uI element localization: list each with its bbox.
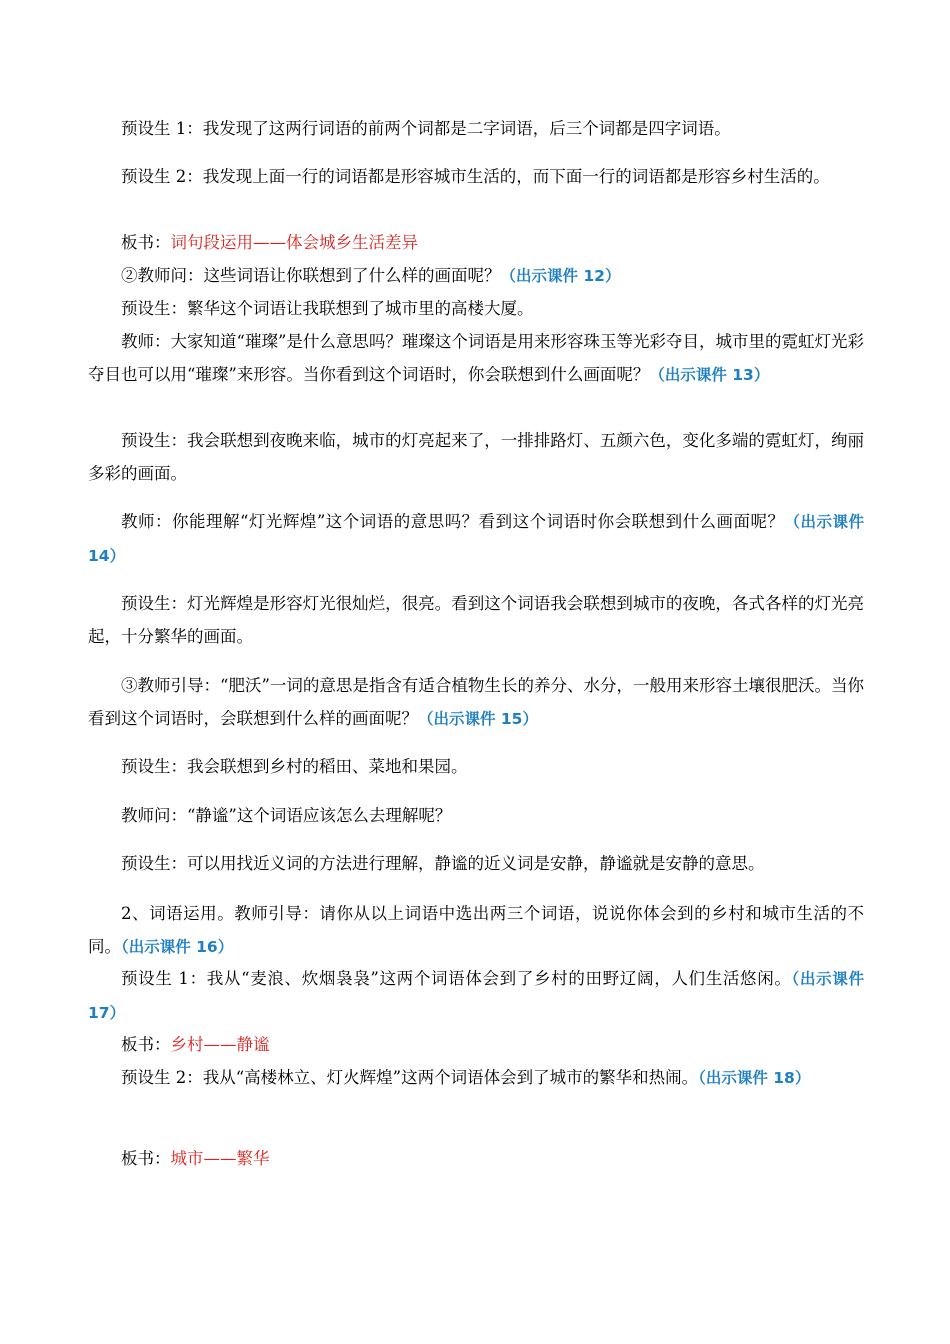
paragraph-preset-student-jingmi: [88, 847, 864, 880]
paragraph-text: 教师问：“静谧”这个词语应该怎么去理解呢？: [121, 806, 452, 825]
slide-reference: （出示课件 17）: [88, 970, 864, 1022]
paragraph-text: 预设生 2：我发现上面一行的词语都是形容城市生活的，而下面一行的词语都是形容乡村生活的。: [121, 167, 830, 186]
paragraph-preset-student-denguang: [88, 587, 864, 653]
paragraph-teacher-denguang: [88, 505, 864, 573]
paragraph-text: 预设生 1：我从“麦浪、炊烟袅袅”这两个词语体会到了乡村的田野辽阔，人们生活悠闲。: [121, 969, 792, 988]
slide-reference: （出示课件 12）: [500, 267, 621, 285]
blackboard-label: 板书：: [121, 233, 171, 252]
blackboard-note-village: [88, 1028, 864, 1061]
paragraph-preset-student-1-village: [88, 962, 864, 1030]
paragraph-text: 预设生 1：我发现了这两行词语的前两个词都是二字词语，后三个词都是四字词语。: [121, 119, 731, 138]
blackboard-content: 乡村——静谧: [170, 1035, 270, 1054]
paragraph-text: 预设生：我会联想到乡村的稻田、菜地和果园。: [121, 757, 468, 776]
paragraph-word-usage: [88, 897, 864, 964]
paragraph-preset-student-fanhua: [88, 292, 864, 325]
paragraph-preset-student-village: [88, 750, 864, 783]
blackboard-label: 板书：: [121, 1035, 171, 1054]
paragraph-teacher-jingmi: [88, 799, 864, 832]
blackboard-content: 词句段运用——体会城乡生活差异: [170, 233, 418, 252]
paragraph-teacher-feiwo: [88, 669, 864, 736]
blackboard-note-1: [88, 226, 864, 259]
paragraph-teacher-question-2: [88, 259, 864, 293]
blackboard-note-city: [88, 1142, 864, 1175]
paragraph-text: 预设生：我会联想到夜晚来临，城市的灯亮起来了，一排排路灯、五颜六色，变化多端的霓虹灯，绚丽多彩的画面。: [88, 431, 864, 483]
paragraph-preset-student-2-city: [88, 1061, 864, 1095]
paragraph-text: 预设生：灯光辉煌是形容灯光很灿烂，很亮。看到这个词语我会联想到城市的夜晚，各式各样的灯光亮起，十分繁华的画面。: [88, 594, 864, 646]
paragraph-text: 教师：你能理解“灯光辉煌”这个词语的意思吗？看到这个词语时你会联想到什么画面呢？: [121, 512, 785, 531]
paragraph-preset-student-2: [88, 160, 864, 193]
paragraph-text: ②教师问：这些词语让你联想到了什么样的画面呢？: [121, 266, 501, 285]
slide-reference: （出示课件 13）: [649, 366, 770, 384]
paragraph-text: 2、词语运用。教师引导：请你从以上词语中选出两三个词语，说说你体会到的乡村和城市生活的不同。: [88, 904, 864, 956]
paragraph-text: 预设生 2：我从“高楼林立、灯火辉煌”这两个词语体会到了城市的繁华和热闹。: [121, 1068, 699, 1087]
paragraph-preset-student-1: [88, 112, 864, 145]
slide-reference: （出示课件 15）: [418, 710, 538, 728]
paragraph-text: 预设生：繁华这个词语让我联想到了城市里的高楼大厦。: [121, 299, 534, 318]
slide-reference: （出示课件 16）: [121, 938, 234, 956]
paragraph-teacher-cuican: [88, 325, 864, 392]
slide-reference: （出示课件 18）: [698, 1069, 811, 1087]
blackboard-content: 城市——繁华: [170, 1149, 270, 1168]
paragraph-text: 预设生：可以用找近义词的方法进行理解，静谧的近义词是安静，静谧就是安静的意思。: [121, 854, 765, 873]
paragraph-text: ③教师引导：“肥沃”一词的意思是指含有适合植物生长的养分、水分，一般用来形容土壤很肥沃。当你看到这个词语时，会联想到什么样的画面呢？: [88, 676, 864, 728]
slide-reference: （出示课件 14）: [88, 513, 864, 565]
blackboard-label: 板书：: [121, 1149, 171, 1168]
paragraph-text: 教师：大家知道“璀璨”是什么意思吗？璀璨这个词语是用来形容珠玉等光彩夺目，城市里的霓虹灯光彩夺目也可以用“璀璨”来形容。当你看到这个词语时，你会联想到什么画面呢？: [88, 332, 864, 384]
paragraph-preset-student-night: [88, 424, 864, 490]
